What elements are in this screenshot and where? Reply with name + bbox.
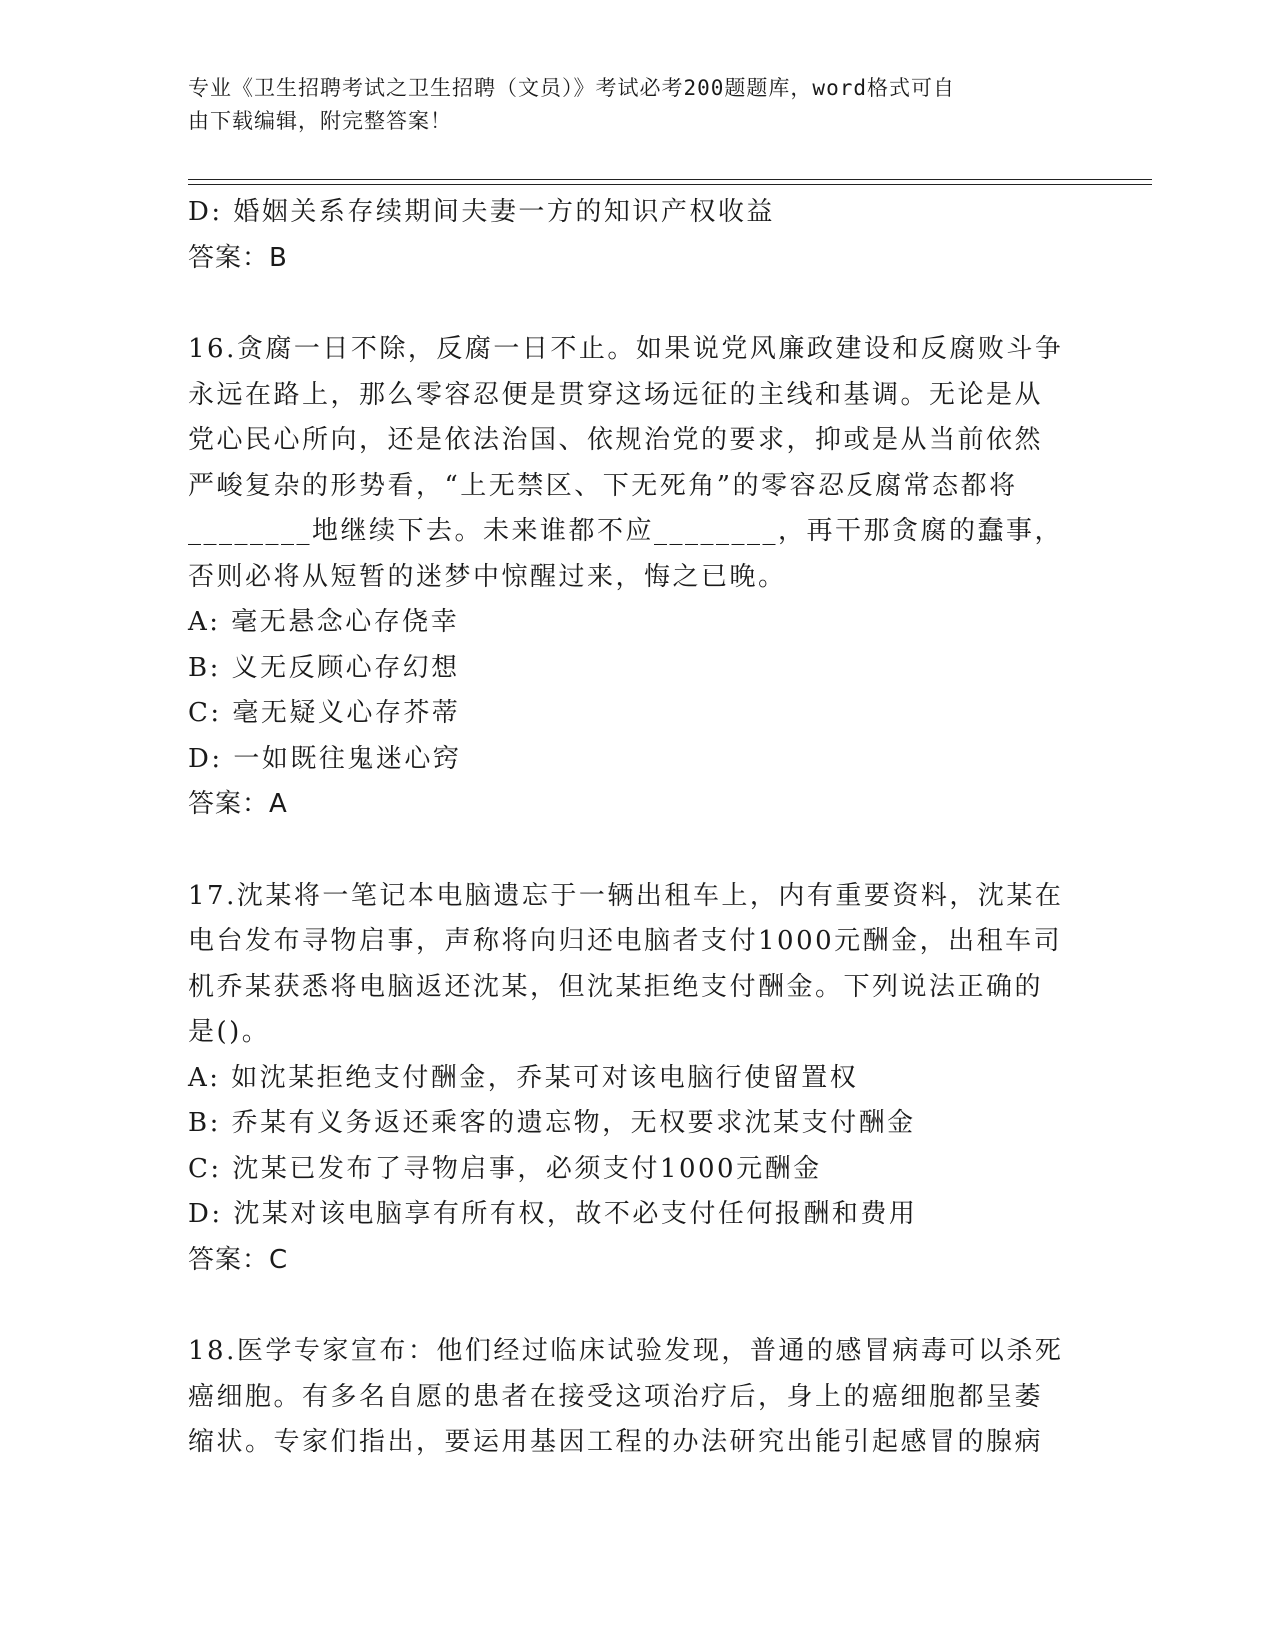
option-b: B: 乔某有义务返还乘客的遗忘物，无权要求沈某支付酬金 xyxy=(188,1108,916,1138)
question-stem-line: 否则必将从短暂的迷梦中惊醒过来，悔之已晚。 xyxy=(188,561,787,592)
question-stem-line: 17.沈某将一笔记本电脑遗忘于一辆出租车上，内有重要资料，沈某在 xyxy=(188,880,1064,911)
question-18 xyxy=(188,1329,1068,1466)
question-stem-line: 16.贪腐一日不除，反腐一日不止。如果说党风廉政建设和反腐败斗争 xyxy=(188,334,1064,364)
option-c: C: 沈某已发布了寻物启事，必须支付1000元酬金 xyxy=(188,1153,822,1184)
option-b: B: 义无反顾心存幻想 xyxy=(188,652,460,683)
question-stem-line: 永远在路上，那么零容忍便是贯穿这场远征的主线和基调。无论是从 xyxy=(188,379,1044,410)
question-stem-line: 机乔某获悉将电脑返还沈某，但沈某拒绝支付酬金。下列说法正确的 xyxy=(188,971,1044,1002)
option-c: C: 毫无疑义心存芥蒂 xyxy=(188,698,461,728)
header-divider-top xyxy=(188,179,1152,180)
header-divider-bottom xyxy=(188,184,1152,185)
prev-option-d: D: 婚姻关系存续期间夫妻一方的知识产权收益 xyxy=(188,197,775,227)
option-a: A: 毫无悬念心存侥幸 xyxy=(188,607,460,637)
question-stem-line: 是()。 xyxy=(188,1017,271,1047)
question-stem-line: 党心民心所向，还是依法治国、依规治党的要求，抑或是从当前依然 xyxy=(188,425,1044,455)
answer: 答案：A xyxy=(188,789,288,819)
header-line-1: 专业《卫生招聘考试之卫生招聘（文员）》考试必考200题题库，word格式可自 xyxy=(188,76,955,100)
question-stem-line: 18.医学专家宣布：他们经过临床试验发现，普通的感冒病毒可以杀死 xyxy=(188,1336,1064,1366)
page-header xyxy=(188,72,1068,138)
prev-answer: 答案：B xyxy=(188,242,288,273)
question-16 xyxy=(188,327,1068,828)
option-d: D: 沈某对该电脑享有所有权，故不必支付任何报酬和费用 xyxy=(188,1199,918,1229)
question-stem-line: 缩状。专家们指出，要运用基因工程的办法研究出能引起感冒的腺病 xyxy=(188,1427,1044,1457)
question-17 xyxy=(188,874,1068,1284)
question-stem-line: 电台发布寻物启事，声称将向归还电脑者支付1000元酬金，出租车司 xyxy=(188,926,1063,956)
spacer xyxy=(188,1283,1068,1329)
question-stem-line: 严峻复杂的形势看，“上无禁区、下无死角”的零容忍反腐常态都将 xyxy=(188,470,1018,501)
question-stem-line: 癌细胞。有多名自愿的患者在接受这项治疗后，身上的癌细胞都呈萎 xyxy=(188,1381,1044,1412)
header-line-2: 由下载编辑，附完整答案！ xyxy=(188,109,452,133)
option-a: A: 如沈某拒绝支付酬金，乔某可对该电脑行使留置权 xyxy=(188,1062,859,1093)
document-body xyxy=(188,190,1068,1466)
spacer xyxy=(188,828,1068,874)
question-stem-line: ________地继续下去。未来谁都不应________，再干那贪腐的蠢事， xyxy=(188,516,1064,546)
answer: 答案：C xyxy=(188,1244,289,1275)
option-d: D: 一如既往鬼迷心窍 xyxy=(188,743,462,774)
spacer xyxy=(188,281,1068,327)
